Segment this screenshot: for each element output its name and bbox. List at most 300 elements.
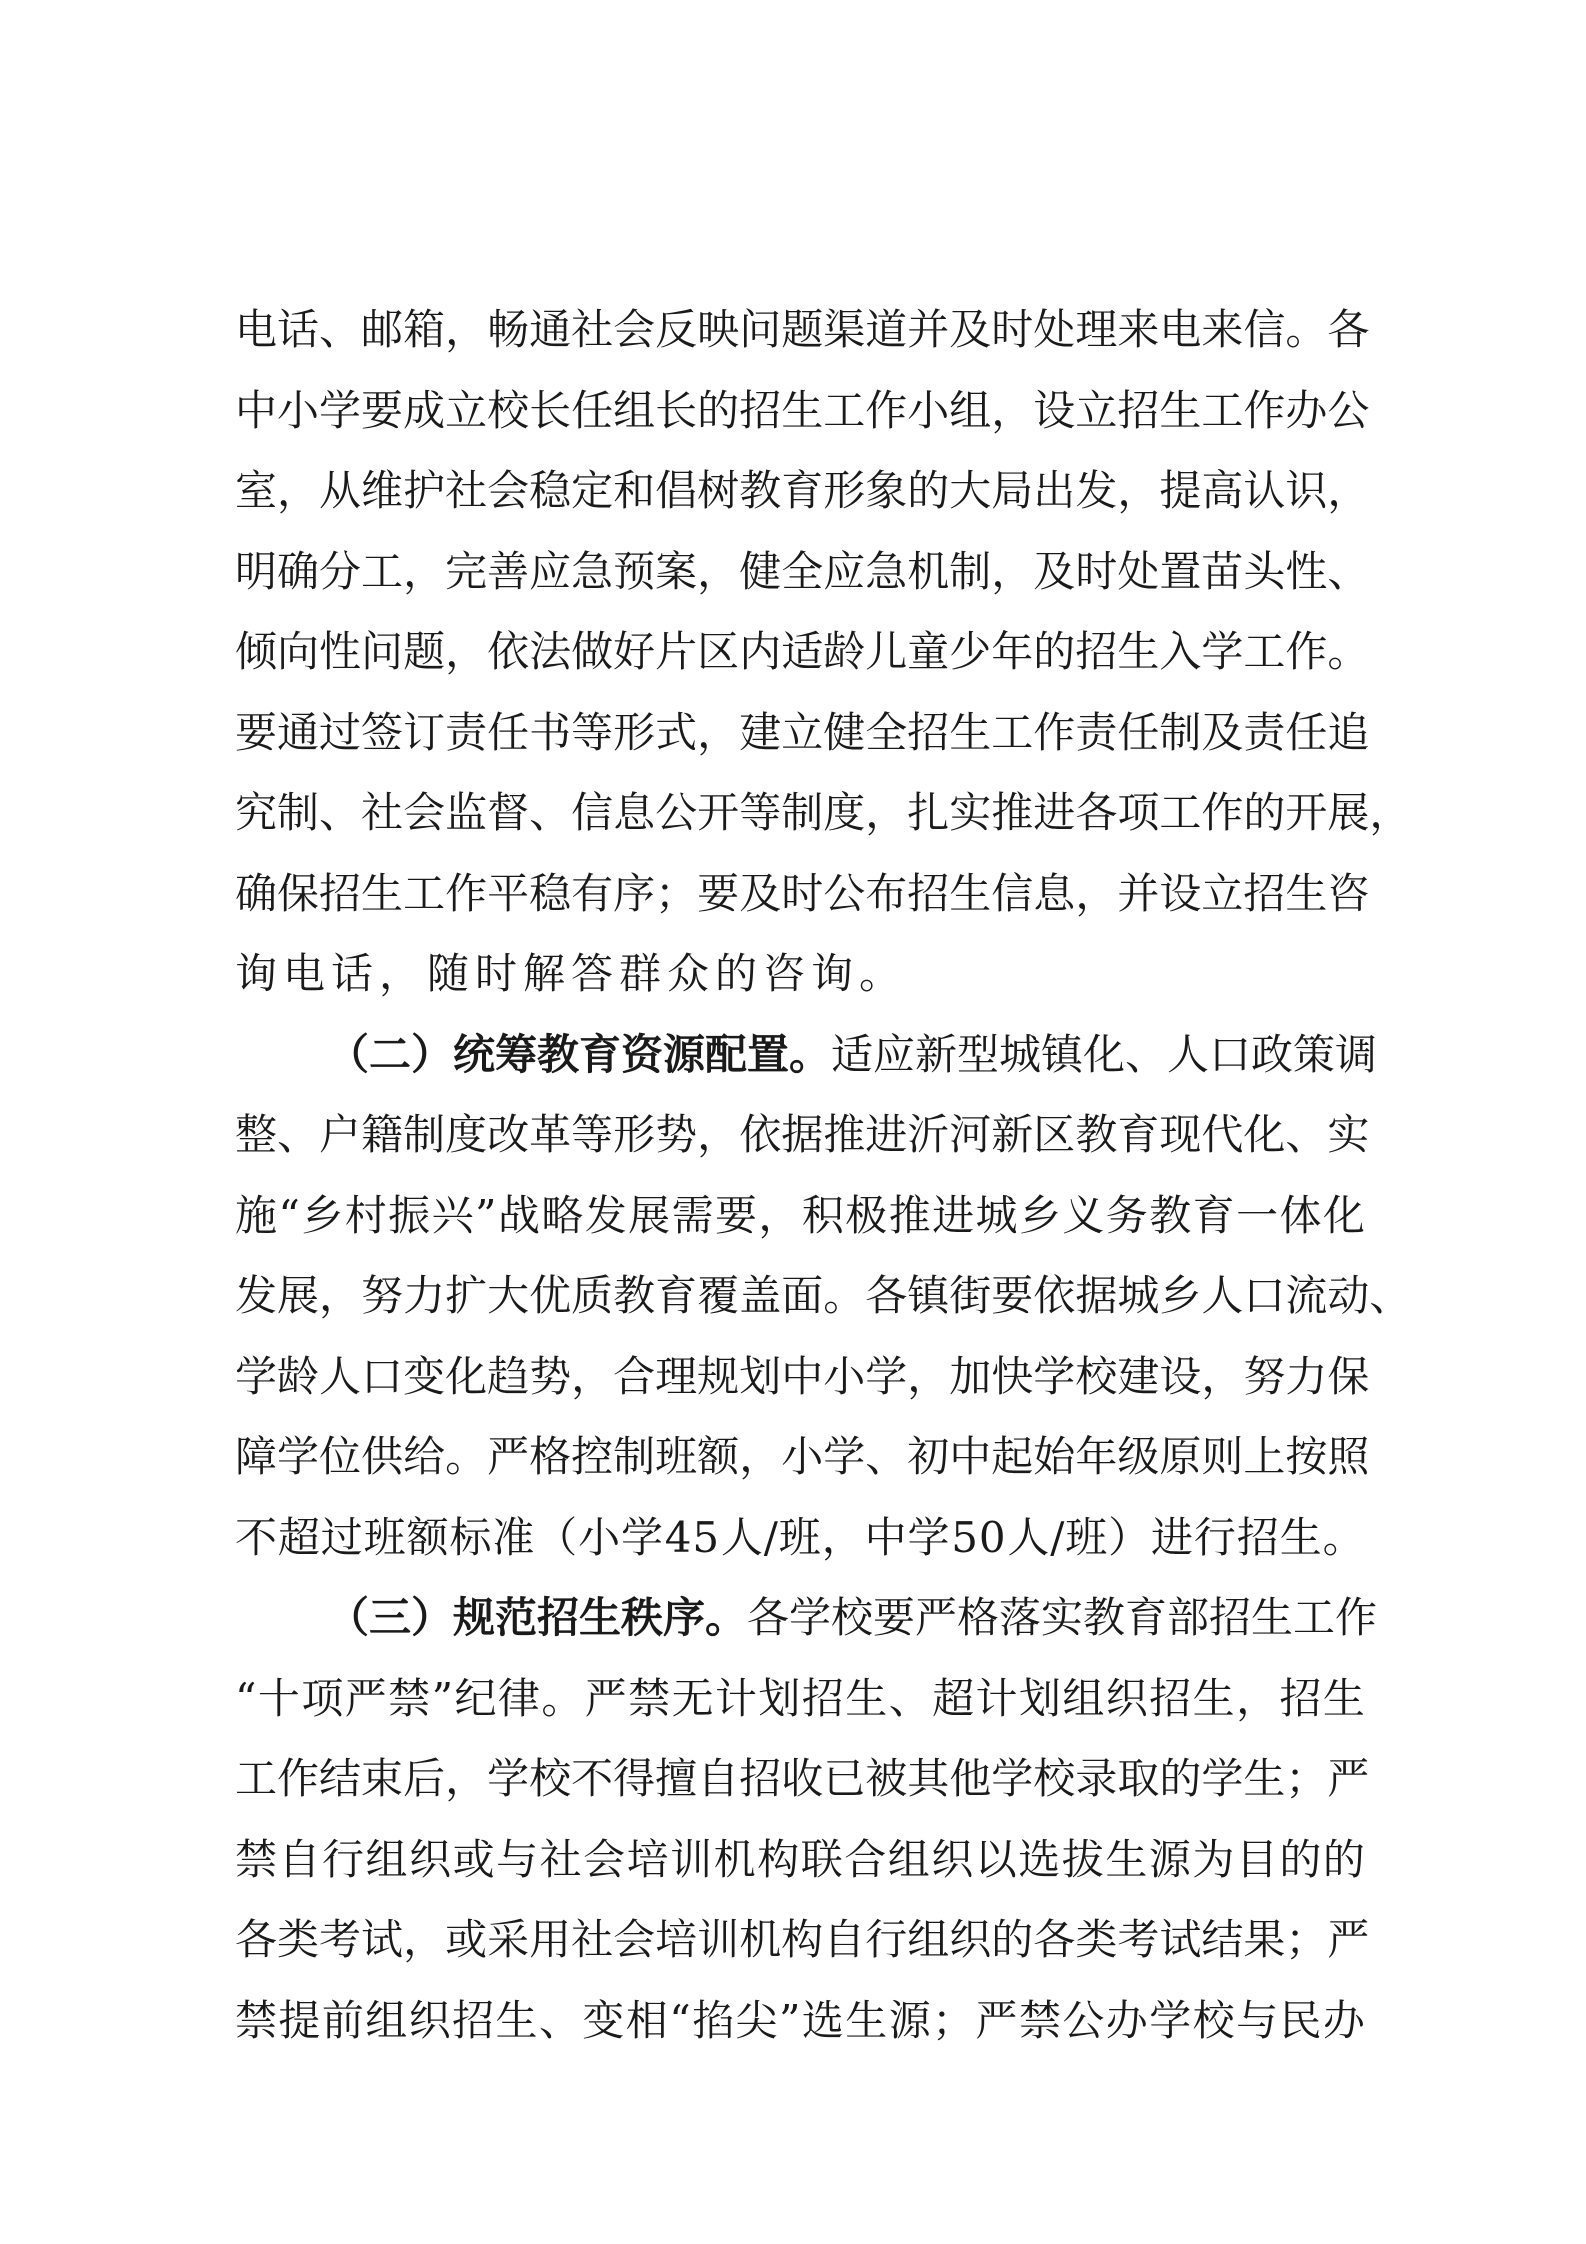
glyph: 。 — [1322, 1512, 1365, 1562]
glyph: 设 — [1033, 385, 1076, 435]
glyph: 话 — [277, 305, 320, 354]
glyph: ， — [758, 1190, 801, 1240]
glyph: 划 — [739, 1351, 782, 1401]
glyph: 等 — [571, 707, 614, 757]
glyph: 织 — [408, 1995, 451, 2045]
glyph: 严 — [344, 1673, 387, 1723]
glyph: 额 — [406, 1512, 449, 1562]
glyph: 社 — [571, 305, 614, 354]
glyph: 禁 — [235, 1834, 278, 1884]
glyph: ， — [821, 1512, 864, 1562]
glyph: 及 — [1201, 707, 1244, 757]
glyph: 构 — [757, 1834, 800, 1884]
glyph: 化 — [1322, 1190, 1365, 1240]
glyph: 作 — [1243, 385, 1286, 435]
glyph: 培 — [655, 1915, 698, 1964]
glyph: 公 — [1327, 385, 1370, 435]
glyph: 势 — [655, 1110, 698, 1159]
glyph: 办 — [1285, 385, 1328, 435]
glyph: 、 — [888, 1673, 931, 1723]
glyph: ， — [739, 1432, 782, 1481]
glyph: 掐 — [692, 1995, 735, 2045]
glyph: 十 — [257, 1673, 300, 1723]
glyph: 处 — [1033, 305, 1076, 354]
glyph: 始 — [1033, 1432, 1076, 1481]
glyph: 咨 — [1327, 868, 1370, 918]
glyph: 果 — [1243, 1915, 1286, 1964]
glyph: 动 — [1327, 1271, 1370, 1320]
paragraph-line — [235, 371, 1370, 452]
glyph: 极 — [845, 1190, 888, 1240]
glyph: 计 — [715, 1673, 758, 1723]
glyph: 变 — [403, 1351, 446, 1401]
glyph: 、 — [1285, 1110, 1328, 1159]
glyph: ， — [1075, 868, 1118, 918]
glyph: 生 — [1117, 627, 1160, 676]
glyph: 5 — [951, 1512, 978, 1562]
glyph: 与 — [1236, 1995, 1279, 2045]
glyph: 并 — [907, 305, 950, 354]
glyph: 应 — [529, 546, 572, 596]
glyph: 发 — [235, 1271, 278, 1320]
glyph: 稳 — [529, 466, 572, 515]
glyph: 的 — [991, 1915, 1034, 1964]
glyph: 息 — [1033, 868, 1076, 918]
glyph: 生 — [361, 868, 404, 918]
glyph: 新 — [991, 1110, 1034, 1159]
glyph: 急 — [865, 546, 908, 596]
glyph: 联 — [800, 1834, 843, 1884]
glyph: 预 — [613, 546, 656, 596]
glyph: 生 — [1285, 868, 1328, 918]
glyph: 工 — [1201, 385, 1244, 435]
glyph: 5 — [692, 1512, 720, 1562]
glyph: 教 — [1075, 1110, 1118, 1159]
glyph: 。 — [1327, 627, 1370, 676]
glyph: 室 — [235, 466, 278, 515]
glyph: ” — [431, 1673, 454, 1723]
glyph: 户 — [319, 1110, 362, 1159]
glyph: 会 — [583, 1834, 626, 1884]
glyph: 好 — [613, 627, 656, 676]
glyph: 目 — [1235, 1834, 1278, 1884]
glyph: 通 — [277, 707, 320, 757]
glyph: ， — [991, 385, 1034, 435]
glyph: 已 — [823, 1754, 866, 1803]
glyph: 机 — [713, 1834, 756, 1884]
glyph: ； — [655, 868, 698, 918]
glyph: 学 — [823, 1432, 866, 1481]
glyph: 级 — [1117, 1432, 1160, 1481]
glyph: 置 — [1159, 546, 1202, 596]
glyph: 自 — [697, 1754, 740, 1803]
glyph: 制 — [403, 1110, 446, 1159]
glyph: / — [763, 1512, 778, 1562]
glyph: 合 — [844, 1834, 887, 1884]
glyph: 要 — [361, 385, 404, 435]
glyph: / — [1050, 1512, 1065, 1562]
glyph: 推 — [823, 1110, 866, 1159]
glyph: 处 — [1117, 546, 1160, 596]
glyph: 0 — [978, 1512, 1006, 1562]
glyph: 改 — [487, 1110, 530, 1159]
glyph: 社 — [539, 1834, 582, 1884]
glyph: 做 — [571, 627, 614, 676]
glyph: 后 — [403, 1754, 446, 1803]
glyph: 区 — [1033, 1110, 1076, 1159]
glyph: ， — [1369, 788, 1412, 837]
glyph: 作 — [1285, 627, 1328, 676]
glyph: 责 — [1243, 707, 1286, 757]
glyph: 的 — [1243, 788, 1286, 837]
glyph: ， — [445, 305, 488, 354]
paragraph-line — [235, 1176, 1365, 1257]
glyph: 设 — [1159, 868, 1202, 918]
glyph: ， — [1117, 466, 1160, 515]
glyph: 行 — [1193, 1512, 1236, 1562]
glyph: 任 — [487, 707, 530, 757]
glyph: 形 — [613, 1110, 656, 1159]
glyph: 社 — [571, 1915, 614, 1964]
glyph: 他 — [949, 1754, 992, 1803]
glyph: 苗 — [1201, 546, 1244, 596]
glyph: 制 — [277, 788, 320, 837]
glyph: 选 — [801, 1995, 844, 2045]
glyph: ， — [1236, 1673, 1279, 1723]
paragraph-line — [235, 1095, 1370, 1176]
glyph: 象 — [865, 466, 908, 515]
glyph: 信 — [991, 868, 1034, 918]
glyph: 略 — [541, 1190, 584, 1240]
glyph: 工 — [991, 707, 1034, 757]
glyph: 分 — [319, 546, 362, 596]
glyph: 要 — [235, 707, 278, 757]
glyph: 训 — [697, 1915, 740, 1964]
glyph: 展 — [277, 1271, 320, 1320]
glyph: 龄 — [823, 627, 866, 676]
glyph: 前 — [321, 1995, 364, 2045]
glyph: 结 — [319, 1754, 362, 1803]
glyph: 民 — [1279, 1995, 1322, 2045]
glyph: 现 — [1159, 1110, 1202, 1159]
glyph: 提 — [278, 1995, 321, 2045]
glyph: 义 — [1062, 1190, 1105, 1240]
glyph: 发 — [1075, 466, 1118, 515]
glyph: 时 — [1075, 546, 1118, 596]
glyph: 工 — [235, 1754, 278, 1803]
glyph: 位 — [319, 1432, 362, 1481]
glyph: 或 — [452, 1834, 495, 1884]
glyph: 及 — [949, 305, 992, 354]
glyph: 、 — [529, 788, 572, 837]
glyph: 自 — [823, 1915, 866, 1964]
glyph: 被 — [865, 1754, 908, 1803]
glyph: 育 — [655, 1271, 698, 1320]
glyph: 按 — [1285, 1432, 1328, 1481]
glyph: 推 — [991, 788, 1034, 837]
glyph: 健 — [823, 707, 866, 757]
paragraph-line — [235, 1659, 1365, 1740]
glyph: 童 — [907, 627, 950, 676]
glyph: 大 — [487, 1271, 530, 1320]
glyph: 招 — [319, 868, 362, 918]
glyph: 学 — [235, 1351, 278, 1401]
glyph: 各 — [1075, 788, 1118, 837]
glyph: 学 — [1201, 627, 1244, 676]
glyph: 时 — [781, 868, 824, 918]
glyph: 的 — [697, 385, 740, 435]
glyph: ， — [445, 627, 488, 676]
glyph: 力 — [403, 1271, 446, 1320]
glyph: 项 — [1117, 788, 1160, 837]
glyph: 严 — [975, 1995, 1018, 2045]
glyph: 畅 — [487, 305, 530, 354]
glyph: 制 — [613, 1432, 656, 1481]
glyph: 施 — [235, 1190, 278, 1240]
glyph: 律 — [497, 1673, 540, 1723]
glyph: 过 — [319, 707, 362, 757]
glyph: 不 — [571, 1754, 614, 1803]
glyph: 初 — [907, 1432, 950, 1481]
glyph: 完 — [445, 546, 488, 596]
glyph: 源 — [888, 1995, 931, 2045]
glyph: 班 — [655, 1432, 698, 1481]
glyph: 依 — [1033, 1271, 1076, 1320]
glyph: 得 — [613, 1754, 656, 1803]
glyph: 严 — [1327, 1915, 1370, 1964]
glyph: 及 — [1033, 546, 1076, 596]
glyph: 合 — [613, 1351, 656, 1401]
line-text: 适应新型城镇化、人口政策调 — [831, 1029, 1378, 1079]
glyph: 工 — [361, 546, 404, 596]
glyph: 源 — [1148, 1834, 1191, 1884]
glyph: 考 — [319, 1915, 362, 1964]
glyph: 工 — [1159, 788, 1202, 837]
glyph: 严 — [487, 1432, 530, 1481]
glyph: 准 — [492, 1512, 535, 1562]
glyph: 、 — [538, 1995, 581, 2045]
glyph: 束 — [361, 1754, 404, 1803]
glyph: 尖 — [735, 1995, 778, 2045]
glyph: 试 — [361, 1915, 404, 1964]
glyph: 社 — [445, 466, 488, 515]
glyph: 化 — [1243, 1110, 1286, 1159]
glyph: 儿 — [865, 627, 908, 676]
glyph: 校 — [529, 1754, 572, 1803]
glyph: 组 — [613, 385, 656, 435]
glyph: 生 — [1105, 1834, 1148, 1884]
glyph: 超 — [932, 1673, 975, 1723]
glyph: 长 — [655, 385, 698, 435]
glyph: 不 — [235, 1512, 278, 1562]
glyph: 入 — [1159, 627, 1202, 676]
glyph: 建 — [739, 707, 782, 757]
glyph: 积 — [801, 1190, 844, 1240]
glyph: 标 — [449, 1512, 492, 1562]
glyph: 班 — [363, 1512, 406, 1562]
glyph: 实 — [949, 788, 992, 837]
glyph: 据 — [1075, 1271, 1118, 1320]
glyph: 工 — [403, 868, 446, 918]
glyph: ， — [403, 546, 446, 596]
glyph: 与 — [496, 1834, 539, 1884]
glyph: 乡 — [1159, 1271, 1202, 1320]
section-heading-line — [235, 1578, 1378, 1659]
glyph: 箱 — [403, 305, 446, 354]
glyph: 织 — [1105, 1673, 1148, 1723]
glyph: 相 — [625, 1995, 668, 2045]
glyph: 、 — [277, 1110, 320, 1159]
glyph: ， — [277, 466, 320, 515]
glyph: 需 — [671, 1190, 714, 1240]
glyph: 河 — [949, 1110, 992, 1159]
glyph: 责 — [445, 707, 488, 757]
glyph: 训 — [670, 1834, 713, 1884]
glyph: 规 — [697, 1351, 740, 1401]
glyph: 的 — [1322, 1834, 1365, 1884]
glyph: 作 — [277, 1754, 320, 1803]
glyph: 案 — [655, 546, 698, 596]
glyph: ， — [319, 1271, 362, 1320]
glyph: 稳 — [529, 868, 572, 918]
glyph: 度 — [823, 788, 866, 837]
glyph: 质 — [571, 1271, 614, 1320]
glyph: 追 — [1327, 707, 1370, 757]
glyph: 式 — [655, 707, 698, 757]
glyph: 来 — [1117, 305, 1160, 354]
glyph: 机 — [739, 1915, 782, 1964]
glyph: 招 — [739, 385, 782, 435]
glyph: ， — [907, 1351, 950, 1401]
section-heading: （二）统筹教育资源配置。 — [327, 1029, 832, 1079]
glyph: 班 — [1065, 1512, 1108, 1562]
glyph: 生 — [949, 707, 992, 757]
glyph: 额 — [697, 1432, 740, 1481]
glyph: 自 — [278, 1834, 321, 1884]
glyph: 发 — [584, 1190, 627, 1240]
glyph: 龄 — [277, 1351, 320, 1401]
glyph: 努 — [1243, 1351, 1286, 1401]
glyph: ， — [1201, 1351, 1244, 1401]
glyph: 类 — [277, 1915, 320, 1964]
glyph: 电 — [235, 305, 278, 354]
glyph: 和 — [613, 466, 656, 515]
paragraph-line — [235, 532, 1370, 613]
glyph: 禁 — [628, 1673, 671, 1723]
glyph: 区 — [697, 627, 740, 676]
glyph: 据 — [781, 1110, 824, 1159]
glyph: 少 — [949, 627, 992, 676]
glyph: 道 — [865, 305, 908, 354]
glyph: 采 — [487, 1915, 530, 1964]
glyph: 。 — [1285, 305, 1328, 354]
glyph: 等 — [739, 788, 782, 837]
glyph: 严 — [1327, 1754, 1370, 1803]
glyph: ” — [778, 1995, 801, 2045]
glyph: 究 — [235, 788, 278, 837]
glyph: 办 — [1322, 1995, 1365, 2045]
glyph: 工 — [1243, 627, 1286, 676]
glyph: 时 — [991, 305, 1034, 354]
glyph: 行 — [322, 1834, 365, 1884]
glyph: 内 — [739, 627, 782, 676]
glyph: 控 — [571, 1432, 614, 1481]
glyph: ， — [571, 1351, 614, 1401]
glyph: 人 — [1007, 1512, 1050, 1562]
glyph: 生 — [1279, 1512, 1322, 1562]
glyph: 织 — [949, 1915, 992, 1964]
glyph: 试 — [1159, 1915, 1202, 1964]
glyph: 校 — [1033, 1754, 1076, 1803]
section-heading: （三）规范招生秩序。 — [327, 1593, 748, 1642]
line-text: 各学校要严格落实教育部招生工作 — [747, 1593, 1378, 1642]
glyph: 提 — [1159, 466, 1202, 515]
glyph: 收 — [781, 1754, 824, 1803]
glyph: 要 — [991, 1271, 1034, 1320]
glyph: 、 — [865, 1432, 908, 1481]
glyph: 开 — [1285, 788, 1328, 837]
glyph: 急 — [571, 546, 614, 596]
glyph: 、 — [1369, 1271, 1412, 1320]
glyph: 树 — [697, 466, 740, 515]
glyph: 书 — [529, 707, 572, 757]
glyph: 生 — [1243, 1754, 1286, 1803]
glyph: 监 — [445, 788, 488, 837]
paragraph-line — [235, 854, 1370, 935]
glyph: 为 — [1192, 1834, 1235, 1884]
paragraph-line — [235, 1820, 1365, 1901]
glyph: 招 — [1149, 1673, 1192, 1723]
glyph: 招 — [452, 1995, 495, 2045]
glyph: 生 — [495, 1995, 538, 2045]
glyph: 中 — [235, 385, 278, 435]
glyph: 沂 — [907, 1110, 950, 1159]
glyph: 督 — [487, 788, 530, 837]
glyph: 乡 — [301, 1190, 344, 1240]
glyph: 健 — [739, 546, 782, 596]
glyph: ” — [475, 1190, 497, 1240]
glyph: 擅 — [655, 1754, 698, 1803]
glyph: 。 — [445, 1432, 488, 1481]
glyph: 立 — [1075, 385, 1118, 435]
glyph: 教 — [739, 466, 782, 515]
glyph: 中 — [949, 1432, 992, 1481]
glyph: 校 — [487, 385, 530, 435]
glyph: 通 — [529, 305, 572, 354]
glyph: 招 — [1243, 868, 1286, 918]
glyph: 年 — [1075, 1432, 1118, 1481]
glyph: 确 — [277, 546, 320, 596]
glyph: 中 — [864, 1512, 907, 1562]
glyph: ， — [697, 707, 740, 757]
paragraph-line — [235, 1256, 1412, 1337]
glyph: 的 — [907, 466, 950, 515]
glyph: 用 — [529, 1915, 572, 1964]
glyph: 。 — [823, 1271, 866, 1320]
glyph: 镇 — [907, 1271, 950, 1320]
glyph: 教 — [613, 1271, 656, 1320]
glyph: 确 — [235, 868, 278, 918]
glyph: 行 — [865, 1915, 908, 1964]
glyph: 立 — [1201, 868, 1244, 918]
glyph: 过 — [320, 1512, 363, 1562]
glyph: 划 — [1018, 1673, 1061, 1723]
glyph: 结 — [1201, 1915, 1244, 1964]
glyph: 定 — [571, 466, 614, 515]
glyph: 街 — [949, 1271, 992, 1320]
glyph: 全 — [781, 546, 824, 596]
glyph: 进 — [865, 1110, 908, 1159]
